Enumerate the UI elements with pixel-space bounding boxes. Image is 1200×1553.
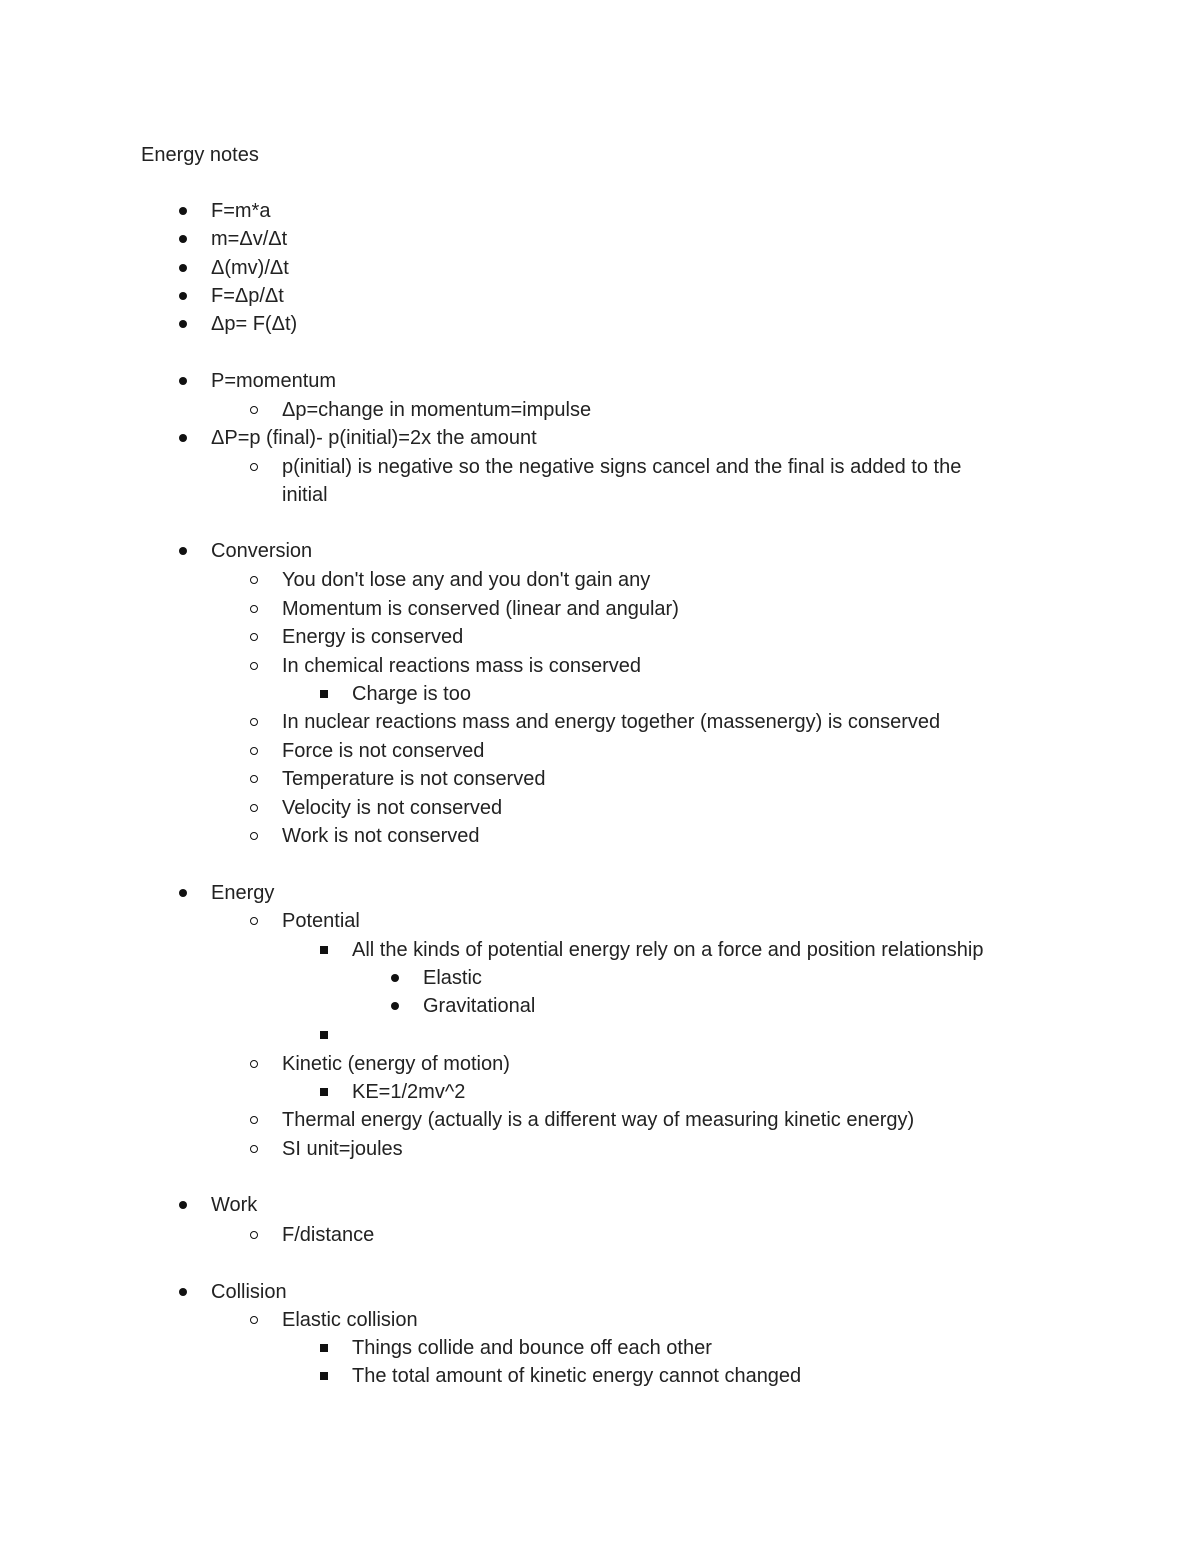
bullet-circle-icon <box>250 1060 258 1068</box>
bullet-disc-icon <box>179 292 187 300</box>
bullet-square-icon <box>320 690 328 698</box>
bullet-circle-icon <box>250 662 258 670</box>
list-item-text: Δ(mv)/Δt <box>211 257 289 279</box>
list-item-text: The total amount of kinetic energy cannot changed <box>352 1365 802 1387</box>
list-item-text: Elastic collision <box>282 1309 418 1331</box>
list-item <box>0 907 1200 935</box>
list-item <box>0 1106 1200 1134</box>
list-item <box>0 566 1200 594</box>
bullet-disc-icon <box>179 264 187 272</box>
list-item <box>0 1050 1200 1078</box>
list-item-text: Energy <box>211 882 275 904</box>
list-item <box>0 254 1200 282</box>
list-item <box>0 765 1200 793</box>
list-item <box>0 992 1200 1020</box>
list-item-text: P=momentum <box>211 370 337 392</box>
bullet-circle-icon <box>250 605 258 613</box>
list-item-text: ΔP=p (final)- p(initial)=2x the amount <box>211 427 537 449</box>
bullet-square-icon <box>320 946 328 954</box>
list-item-text: In chemical reactions mass is conserved <box>282 655 642 677</box>
list-item-text: initial <box>282 484 328 506</box>
list-item <box>0 879 1200 907</box>
list-item-text: You don't lose any and you don't gain any <box>282 569 651 591</box>
list-item-text: Conversion <box>211 540 313 562</box>
list-item-text: Potential <box>282 910 360 932</box>
list-item <box>0 964 1200 992</box>
bullet-circle-icon <box>250 633 258 641</box>
list-item-text: SI unit=joules <box>282 1138 403 1160</box>
bullet-square-icon <box>320 1344 328 1352</box>
bullet-circle-icon <box>250 406 258 414</box>
bullet-square-icon <box>320 1372 328 1380</box>
bullet-disc-icon <box>179 377 187 385</box>
bullet-circle-icon <box>250 917 258 925</box>
list-item <box>0 595 1200 623</box>
list-item-text: KE=1/2mv^2 <box>352 1081 466 1103</box>
list-item <box>0 1021 1200 1049</box>
list-item <box>0 794 1200 822</box>
bullet-disc-icon <box>179 207 187 215</box>
bullet-disc-icon <box>179 547 187 555</box>
list-item-text: Things collide and bounce off each other <box>352 1337 712 1359</box>
list-item <box>0 453 1200 481</box>
bullet-circle-icon <box>250 804 258 812</box>
bullet-circle-icon <box>250 1145 258 1153</box>
bullet-disc-icon <box>179 235 187 243</box>
list-item-text: F/distance <box>282 1224 375 1246</box>
document-title: Energy notes <box>141 144 259 166</box>
list-item-text: Collision <box>211 1281 287 1303</box>
list-item <box>0 282 1200 310</box>
bullet-disc-icon <box>179 1288 187 1296</box>
list-item-text: Force is not conserved <box>282 740 485 762</box>
list-item-text: Velocity is not conserved <box>282 797 503 819</box>
list-item-text: Charge is too <box>352 683 471 705</box>
list-item <box>0 1191 1200 1219</box>
list-item <box>0 1278 1200 1306</box>
list-item-text: Δp=change in momentum=impulse <box>282 399 592 421</box>
list-item-text: Temperature is not conserved <box>282 768 546 790</box>
list-item <box>0 652 1200 680</box>
bullet-square-icon <box>320 1088 328 1096</box>
bullet-disc-icon <box>391 1002 399 1010</box>
list-item <box>0 822 1200 850</box>
bullet-disc-icon <box>391 974 399 982</box>
bullet-disc-icon <box>179 320 187 328</box>
list-item-text: Work is not conserved <box>282 825 480 847</box>
list-item <box>0 367 1200 395</box>
list-item-text: F=Δp/Δt <box>211 285 284 307</box>
bullet-circle-icon <box>250 747 258 755</box>
list-item-text: Thermal energy (actually is a different way of measuring kinetic energy) <box>282 1109 915 1131</box>
list-item-text: Momentum is conserved (linear and angular) <box>282 598 679 620</box>
bullet-disc-icon <box>179 1201 187 1209</box>
list-item-text: Energy is conserved <box>282 626 464 648</box>
bullet-circle-icon <box>250 832 258 840</box>
bullet-disc-icon <box>179 434 187 442</box>
bullet-circle-icon <box>250 718 258 726</box>
bullet-circle-icon <box>250 1231 258 1239</box>
list-item-text: F=m*a <box>211 200 271 222</box>
list-item <box>0 936 1200 964</box>
list-item-text: Work <box>211 1194 258 1216</box>
list-item-text: Kinetic (energy of motion) <box>282 1053 510 1075</box>
list-item <box>0 1306 1200 1334</box>
list-item-text: Gravitational <box>423 995 536 1017</box>
list-item <box>0 197 1200 225</box>
list-item <box>0 225 1200 253</box>
list-item <box>0 737 1200 765</box>
bullet-disc-icon <box>179 889 187 897</box>
list-item-text: p(initial) is negative so the negative signs cancel and the final is added to the <box>282 456 962 478</box>
list-item <box>0 396 1200 424</box>
list-item <box>0 1135 1200 1163</box>
list-item <box>0 708 1200 736</box>
bullet-square-icon <box>320 1031 328 1039</box>
bullet-circle-icon <box>250 463 258 471</box>
list-item-text: m=Δv/Δt <box>211 228 288 250</box>
list-item <box>0 537 1200 565</box>
list-item-text: In nuclear reactions mass and energy together (massenergy) is conserved <box>282 711 941 733</box>
list-item <box>0 1362 1200 1390</box>
bullet-circle-icon <box>250 1316 258 1324</box>
list-item <box>0 1221 1200 1249</box>
list-item <box>0 623 1200 651</box>
list-item <box>0 680 1200 708</box>
list-item-text: All the kinds of potential energy rely on a force and position relationship <box>352 939 984 961</box>
list-item-text: Elastic <box>423 967 482 989</box>
list-item <box>0 481 1200 509</box>
bullet-circle-icon <box>250 1116 258 1124</box>
bullet-circle-icon <box>250 576 258 584</box>
list-item-text: Δp= F(Δt) <box>211 313 298 335</box>
list-item <box>0 1078 1200 1106</box>
list-item <box>0 424 1200 452</box>
list-item <box>0 310 1200 338</box>
list-item <box>0 1334 1200 1362</box>
bullet-circle-icon <box>250 775 258 783</box>
